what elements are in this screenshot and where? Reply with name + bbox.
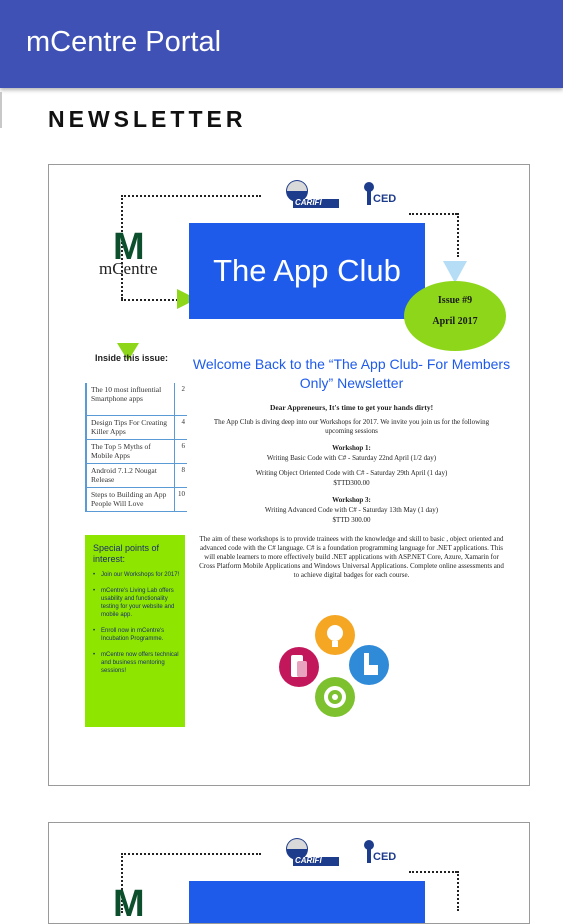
aim-text: The aim of these workshops is to provide trainees with the knowledge and skill to basic , object oriented and advanced code with the C# language. C# is a foundation programming language for .NET applications. This will enable learners to more effectively build .NET applications with ASP.NET Core, Azure, Xamarin for Cross Platform Mobile Applications and Windows Universal Applications. Complete online assessments and to achieve digital badges for each course. — [199, 535, 504, 579]
gear-icon — [315, 677, 355, 717]
toc-page: 2 — [181, 385, 185, 393]
workshop-line: Writing Advanced Code with C# - Saturday 13th May (1 day) — [264, 506, 439, 514]
mcentre-m-mark: M — [113, 226, 145, 268]
carifi-logo — [279, 835, 341, 871]
toc-title: The Top 5 Myths of Mobile Apps — [91, 442, 151, 460]
ced-logo — [357, 837, 407, 871]
special-point: • mCentre's Living Lab offers usability and functionality testing for your website and mobile app. — [91, 587, 183, 619]
special-points-list — [91, 571, 183, 683]
ced-logo-text: CED — [373, 193, 397, 205]
workshop-price: $TTD300.00 — [333, 479, 370, 487]
dotted-line — [121, 853, 261, 855]
toc-row[interactable] — [87, 440, 187, 464]
special-points-title: Special points of interest: — [93, 543, 160, 564]
toc-title: Android 7.1.2 Nougat Release — [91, 466, 157, 484]
toc-title: Steps to Building an App People Will Love — [91, 490, 167, 508]
app-icons-cluster — [273, 613, 393, 723]
special-point: • Enroll now in mCentre's Incubation Programme. — [91, 627, 183, 643]
toc-page: 8 — [181, 466, 185, 474]
toc-row[interactable] — [87, 383, 187, 416]
ced-logo-text: CED — [373, 851, 397, 863]
app-title: mCentre Portal — [26, 26, 222, 58]
ced-logo — [357, 179, 407, 213]
dotted-line — [457, 871, 459, 911]
mcentre-logo-text: mCentre — [99, 259, 158, 278]
workshop-label: Workshop 1: — [332, 444, 371, 452]
toc-page: 6 — [181, 442, 185, 450]
mobile-icon — [279, 647, 319, 687]
issue-number: Issue #9 — [437, 295, 473, 306]
special-points-box — [85, 535, 185, 727]
workshop-label: Workshop 3: — [332, 496, 371, 504]
lightbulb-icon — [315, 615, 355, 655]
greeting: Dear Appreneurs, It's time to get your hands dirty! — [269, 403, 434, 412]
workshop-line: Writing Object Oriented Code with C# - Saturday 29th April (1 day) — [255, 469, 448, 477]
mcentre-m-mark: M — [113, 883, 145, 924]
toc-title: The 10 most influential Smartphone apps — [91, 385, 162, 403]
workshop-line: Writing Basic Code with C# - Saturday 22nd April (1/2 day) — [266, 454, 437, 462]
intro-text: The App Club is diving deep into our Workshops for 2017. We invite you join us for the following upcoming sessions — [213, 418, 490, 435]
blue-arrow — [443, 261, 467, 283]
special-point: • Join our Workshops for 2017! — [91, 571, 183, 579]
issue-date: April 2017 — [432, 316, 478, 327]
toc-row[interactable] — [87, 464, 187, 488]
toc-title: Inside this issue: — [95, 353, 169, 363]
issue-badge — [404, 281, 506, 351]
carifi-logo-text: CARIFI — [295, 856, 322, 865]
mcentre-logo — [91, 227, 181, 283]
banner — [189, 881, 425, 924]
dotted-line — [409, 871, 457, 873]
carifi-logo-text: CARIFI — [295, 198, 322, 207]
workshop-price: $TTD 300.00 — [332, 516, 371, 524]
banner-title: The App Club — [213, 253, 401, 288]
welcome-heading: Welcome Back to the “The App Club- For Members Only” Newsletter — [192, 356, 511, 391]
banner — [189, 223, 425, 319]
toc-page: 4 — [181, 418, 185, 426]
newsletter-body — [199, 403, 504, 584]
toc-row[interactable] — [87, 488, 187, 512]
toc-page: 10 — [178, 490, 185, 498]
carifi-logo — [279, 177, 341, 213]
newsletter-card[interactable] — [48, 164, 530, 786]
scroll-edge-indicator — [0, 92, 2, 128]
newsletter-card-2[interactable] — [48, 822, 530, 924]
app-bar — [0, 0, 563, 88]
section-heading: NEWSLETTER — [48, 106, 247, 132]
toc-title: Design Tips For Creating Killer Apps — [91, 418, 168, 436]
special-point: • mCentre now offers technical and business mentoring sessions! — [91, 651, 183, 675]
touch-icon — [349, 645, 389, 685]
toc-row[interactable] — [87, 416, 187, 440]
table-of-contents — [85, 383, 187, 512]
